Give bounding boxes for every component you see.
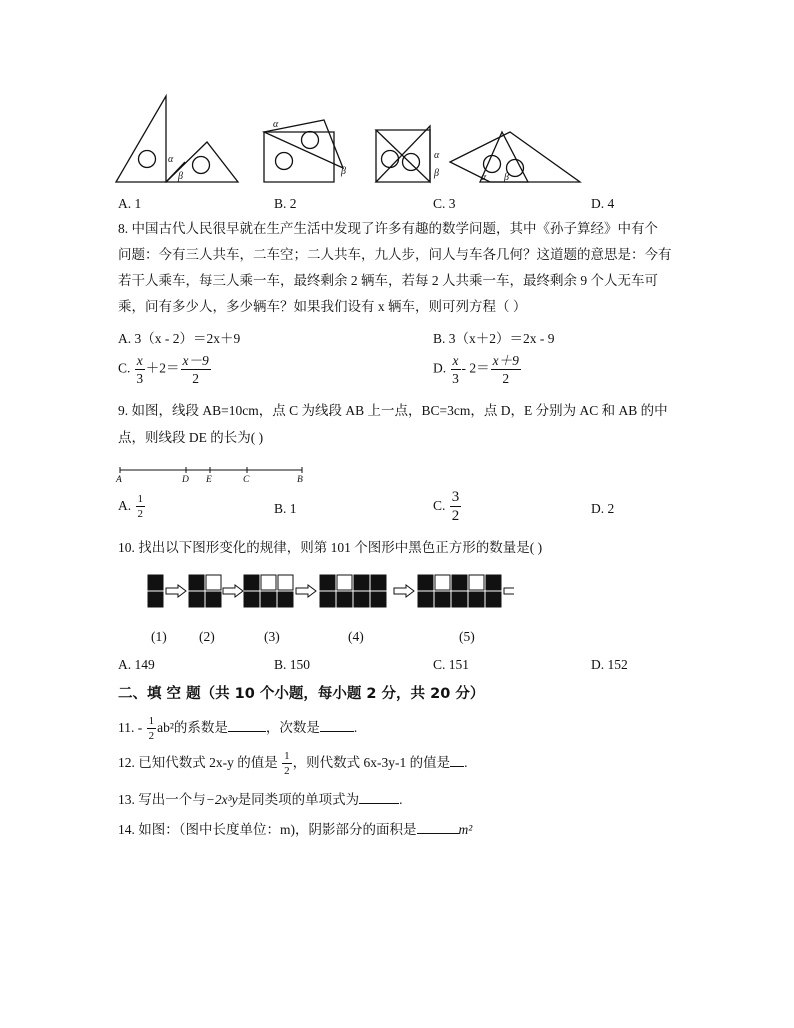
q12-end: . (464, 755, 468, 771)
q8-option-d-fraction-1: $\frac{x}{3}$ (452, 353, 459, 386)
q8-line-4: 乘，问有多少人，多少辆车？如果我们设有 x 辆车，则可列方程（ ） (118, 299, 527, 314)
q9-point-c: C (243, 475, 250, 485)
q13-end: . (399, 792, 403, 807)
q8-option-c-fraction-1: $\frac{x}{3}$ (136, 353, 144, 386)
q9-option-c-label: C. (433, 498, 446, 514)
q10-option-b[interactable]: B. 150 (274, 657, 311, 672)
arrow-icon (166, 585, 186, 597)
q8-option-a[interactable]: A. 3（x - 2）＝2x＋9 (118, 331, 241, 346)
q9-line-2: 点，则线段 DE 的长为( ) (118, 430, 264, 445)
fig4-alpha: α (481, 172, 487, 183)
q12-fraction: $\frac{1}{2}$ (284, 750, 290, 777)
arrow-icon (394, 585, 414, 597)
fig4-circle-left (484, 156, 501, 173)
arrow-icon (223, 585, 243, 597)
q14-blank[interactable] (417, 821, 459, 834)
q13-expression: −2x³y (205, 792, 238, 807)
q12-prefix: 12. 已知代数式 2x-y 的值是 (118, 755, 278, 771)
q7-option-d[interactable]: D. 4 (591, 196, 615, 211)
q10-label-5: (5) (459, 629, 475, 644)
q9-point-e: E (206, 475, 212, 485)
q7-option-c[interactable]: C. 3 (433, 196, 456, 211)
q8-line-1: 8. 中国古代人民很早就在生产生活中发现了许多有趣的数学问题，其中《孙子算经》中有个 (118, 221, 658, 236)
q10-question: 10. 找出以下图形变化的规律，则第 101 个图形中黑色正方形的数量是( ) (118, 540, 543, 555)
q9-option-c-fraction: $\frac{3}{2}$ (451, 489, 460, 524)
q9-option-a-fraction: $\frac{1}{2}$ (137, 493, 143, 520)
arrow-icon (296, 585, 316, 597)
fig2-circle-right (302, 132, 319, 149)
q8-option-d[interactable] (433, 354, 522, 385)
fig4-beta: β (504, 172, 509, 183)
q8-line-3: 若干人乘车，每三人乘一车，最终剩余 2 辆车，若每 2 人共乘一车，最终剩余 9 个人无车可 (118, 273, 658, 288)
arrow-icon (504, 585, 514, 597)
q9-point-d: D (182, 475, 189, 485)
q8-option-b[interactable]: B. 3（x＋2）＝2x - 9 (433, 331, 555, 346)
q14-prefix: 14. 如图：（图中长度单位：m)，阴影部分的面积是 (118, 822, 417, 837)
q13-mid: 是同类项的单项式为 (237, 792, 360, 807)
fig1-beta: β (178, 171, 183, 182)
q9-option-a[interactable] (118, 494, 146, 520)
q14-question (118, 820, 472, 840)
q10-pattern-figure (144, 572, 514, 612)
fig1-alpha: α (168, 154, 174, 165)
q9-line-1: 9. 如图，线段 AB=10cm，点 C 为线段 AB 上一点，BC=3cm，点 D，E 分别为 AC 和 AB 的中 (118, 403, 668, 418)
q9-option-d[interactable]: D. 2 (591, 501, 615, 516)
q8-option-d-label: D. (433, 360, 447, 376)
q12-question (118, 751, 468, 777)
fig1-circle-left (139, 151, 156, 168)
q8-option-d-mid: - 2＝ (461, 360, 490, 376)
q11-mid2: ，次数是 (265, 720, 320, 736)
q9-segment-diagram (114, 462, 314, 486)
q10-option-a[interactable]: A. 149 (118, 657, 155, 672)
q13-prefix: 13. 写出一个与 (118, 792, 206, 807)
fig3-beta: β (434, 168, 439, 179)
fig2-beta: β (341, 166, 346, 177)
q8-option-c-label: C. (118, 360, 131, 376)
q8-option-c-mid: ＋2＝ (145, 360, 180, 376)
q7-option-b[interactable]: B. 2 (274, 196, 297, 211)
fig1-circle-right (193, 157, 210, 174)
q7-option-a[interactable]: A. 1 (118, 196, 142, 211)
q9-option-c[interactable] (433, 490, 462, 524)
q8-option-c-fraction-2: $\frac{x-9}{2}$ (182, 353, 209, 386)
q12-mid: ，则代数式 6x-3y-1 的值是 (292, 755, 451, 771)
q10-label-1: (1) (151, 629, 167, 644)
fig3-alpha: α (434, 150, 440, 161)
q11-blank-1[interactable] (228, 719, 266, 732)
q10-option-c[interactable]: C. 151 (433, 657, 470, 672)
q10-label-3: (3) (264, 629, 280, 644)
q14-unit: m² (458, 822, 473, 837)
q11-mid: 的系数是 (173, 720, 228, 736)
fig1-set-square-flat (166, 142, 238, 182)
q7-figures (110, 90, 600, 190)
q12-blank[interactable] (450, 754, 464, 767)
q8-line-2: 问题：今有三人共车，二车空；二人共车，九人步，问人与车各几何？这道题的意思是：今有 (118, 247, 672, 262)
q11-fraction: $\frac{1}{2}$ (148, 715, 155, 742)
q9-point-a: A (116, 475, 122, 485)
q8-option-c[interactable] (118, 354, 212, 385)
q11-prefix: 11. - (118, 720, 143, 736)
fig2-alpha: α (273, 119, 279, 130)
q10-option-d[interactable]: D. 152 (591, 657, 628, 672)
q11-question (118, 716, 357, 742)
q10-label-2: (2) (199, 629, 215, 644)
q13-blank[interactable] (359, 791, 399, 804)
fig2-circle-left (276, 153, 293, 170)
q11-term: ab² (157, 720, 174, 736)
fig1-set-square-tall (116, 96, 166, 182)
q13-question (118, 790, 403, 810)
q9-point-b: B (297, 475, 303, 485)
q9-option-b[interactable]: B. 1 (274, 501, 297, 516)
q11-blank-2[interactable] (320, 719, 354, 732)
fig3-circle-right (403, 154, 420, 171)
q11-end: . (353, 720, 358, 736)
fig2-rectangle-square (264, 132, 334, 182)
q8-option-d-fraction-2: $\frac{x+9}{2}$ (492, 353, 519, 386)
fig3-circle-left (382, 151, 399, 168)
q9-option-a-label: A. (118, 498, 132, 514)
q10-label-4: (4) (348, 629, 364, 644)
section-heading-fill-in: 二、填 空 题（共 10 个小题，每小题 2 分，共 20 分） (118, 686, 485, 702)
